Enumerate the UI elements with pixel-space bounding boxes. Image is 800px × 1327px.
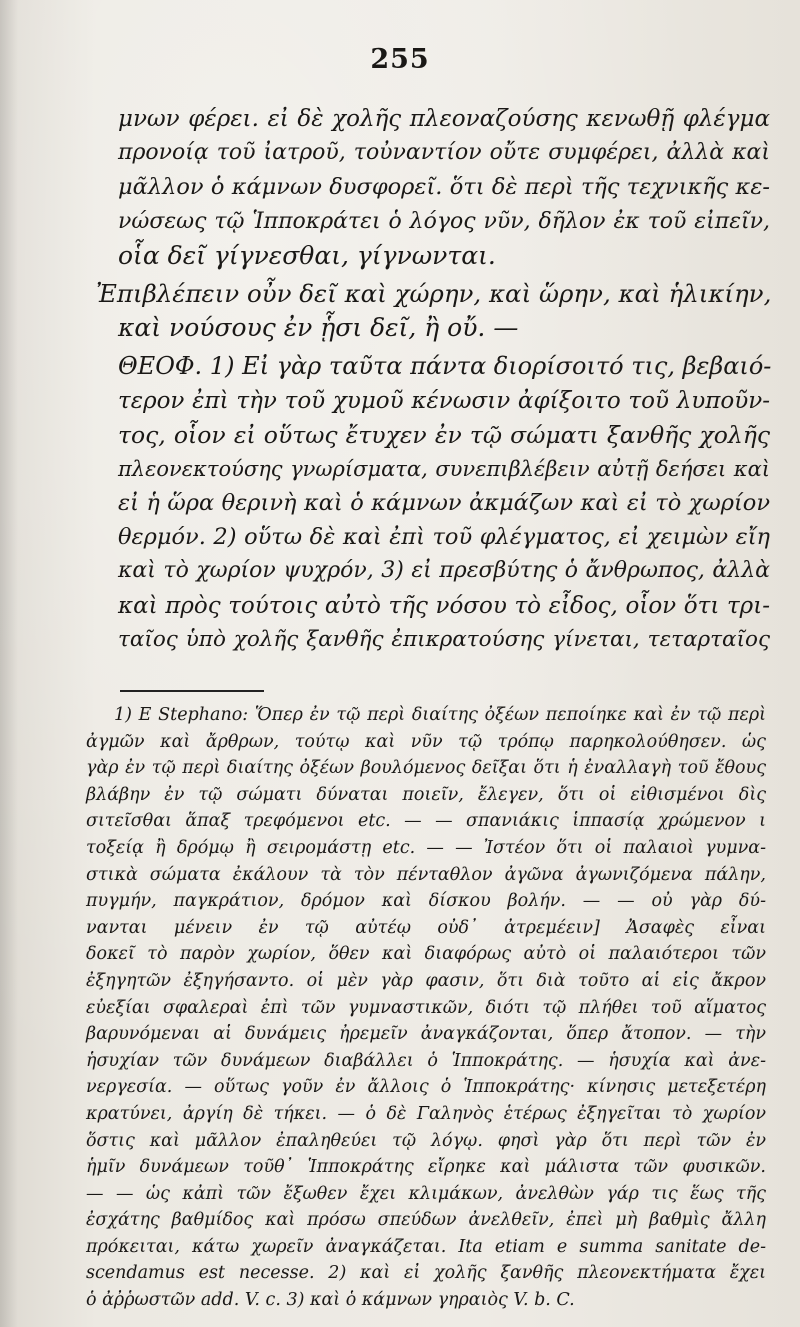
footnote-line: scendamus est necesse. 2) καὶ εἰ χολῆς ξανθῆς πλεονεκτήματα ἔχει [86, 1263, 766, 1284]
main-line: μᾶλλον ὁ κάμνων δυσφορεῖ. ὅτι δὲ περὶ τῆς τεχνικῆς κε- [118, 174, 770, 201]
footnote-line: ὁ ἀῤῥωστῶν add. V. c. 3) καὶ ὁ κάμνων γηραιὸς V. b. C. [86, 1290, 575, 1311]
footnote-line: νανται μένειν ἐν τῷ αὐτέῳ οὐδ᾽ ἀτρεμέειν] Ἀσαφὲς εἶναι [86, 917, 766, 938]
footnote-line: ἀγμῶν καὶ ἄρθρων, τούτῳ καὶ νῦν τῷ τρόπῳ παρηκολούθησεν. ὡς [86, 731, 766, 752]
commentary-line: εἰ ἡ ὥρα θερινὴ καὶ ὁ κάμνων ἀκμάζων καὶ εἰ τὸ χωρίον [118, 490, 770, 517]
commentary-line: καὶ πρὸς τούτοις αὐτὸ τῆς νόσου τὸ εἶδος, οἷον ὅτι τρι- [118, 592, 770, 619]
commentary-line: ταῖος ὑπὸ χολῆς ξανθῆς ἐπικρατούσης γίνεται, τεταρταῖος [118, 626, 770, 652]
main-line: μνων φέρει. εἰ δὲ χολῆς πλεοναζούσης κενωθῇ φλέγμα [118, 106, 770, 132]
main-line: νώσεως τῷ Ἱπποκράτει ὁ λόγος νῦν, δῆλον ἐκ τοῦ εἰπεῖν, [118, 208, 770, 234]
footnote-line: πρόκειται, κάτω χωρεῖν ἀναγκάζεται. Ita etiam e summa sanitate de- [86, 1236, 766, 1257]
footnote-line: νεργεσία. — οὕτως γοῦν ἐν ἄλλοις ὁ Ἱπποκράτης· κίνησις μετεξετέρη [86, 1077, 766, 1098]
commentary-line: τος, οἷον εἰ οὕτως ἔτυχεν ἐν τῷ σώματι ξανθῆς χολῆς [118, 420, 770, 449]
footnote-line: βλάβην ἐν τῷ σώματι δύναται ποιεῖν, ἔλεγεν, ὅτι οἱ εἰθισμένοι δὶς [86, 784, 766, 805]
footnotes-block [86, 690, 766, 1314]
page-edge-shadow [0, 0, 18, 1327]
commentary-line: πλεονεκτούσης γνωρίσματα, συνεπιβλέβειν αὐτῇ δεήσει καὶ [118, 456, 770, 481]
footnote-line: ὅστις καὶ μᾶλλον ἐπαληθεύει τῷ λόγῳ. φησὶ γὰρ ὅτι περὶ τῶν ἐν [86, 1130, 766, 1151]
footnote-line: εὐεξίαι σφαλεραὶ ἐπὶ τῶν γυμναστικῶν, διότι τῷ πλήθει τοῦ αἵματος [86, 997, 766, 1018]
footnote-line: — — ὡς κἀπὶ τῶν ἔξωθεν ἔχει κλιμάκων, ἀνελθὼν γάρ τις ἕως τῆς [86, 1183, 766, 1204]
main-text-block [96, 102, 772, 657]
footnote-line: τοξείᾳ ἢ δρόμῳ ἢ σειρομάστῃ etc. — — Ἰστέον ὅτι οἱ παλαιοὶ γυμνα- [86, 837, 766, 858]
main-line: οἷα δεῖ γίγνεσθαι, γίγνωνται. [118, 240, 496, 270]
footnote-line: κρατύνει, ἀργίη δὲ τήκει. — ὁ δὲ Γαληνὸς ἑτέρως ἐξηγεῖται τὸ χωρίον [86, 1103, 766, 1124]
commentary-line: θερμόν. 2) οὕτω δὲ καὶ ἐπὶ τοῦ φλέγματος, εἰ χειμὼν εἴη [118, 524, 770, 551]
footnote-line: βαρυνόμεναι αἱ δυνάμεις ἠρεμεῖν ἀναγκάζονται, ὅπερ ἄτοπον. — τὴν [86, 1024, 766, 1045]
footnote-line: ἐξηγητῶν ἐξηγήσαντο. οἱ μὲν γὰρ φασιν, ὅτι διὰ τοῦτο αἱ εἰς ἄκρον [86, 970, 766, 991]
footnote-line: ἡμῖν δυνάμεων τοῦθ᾽ Ἱπποκράτης εἴρηκε καὶ μάλιστα τῶν φυσικῶν. [86, 1157, 766, 1178]
footnote-line: 1) E Stephano: Ὅπερ ἐν τῷ περὶ διαίτης ὀξέων πεποίηκε καὶ ἐν τῷ περὶ [114, 705, 766, 725]
commentary-line: τερον ἐπὶ τὴν τοῦ χυμοῦ κένωσιν ἀφίξοιτο τοῦ λυποῦν- [118, 387, 770, 414]
footnote-line: σιτεῖσθαι ἅπαξ τρεφόμενοι etc. — — σπανιάκις ἱππασίᾳ χρώμενον ι [86, 811, 766, 832]
aphorism-line: Ἐπιβλέπειν οὖν δεῖ καὶ χώρην, καὶ ὥρην, καὶ ἡλικίην, [96, 278, 772, 308]
footnote-line: ἐσχάτης βαθμίδος καὶ πρόσω σπεύδων ἀνελθεῖν, ἐπεὶ μὴ βαθμὶς ἄλλη [86, 1210, 766, 1231]
main-line: προνοίᾳ τοῦ ἰατροῦ, τοὐναντίον οὔτε συμφέρει, ἀλλὰ καὶ [118, 140, 770, 166]
footnote-line: γὰρ ἐν τῷ περὶ διαίτης ὀξέων βουλόμενος δεῖξαι ὅτι ἡ ἐναλλαγὴ τοῦ ἔθους [86, 758, 766, 779]
aphorism-line: καὶ νούσους ἐν ᾗσι δεῖ, ἢ οὔ. — [118, 313, 519, 343]
commentary-line: ΘΕΟΦ. 1) Εἰ γὰρ ταῦτα πάντα διορίσοιτό τις, βεβαιό- [118, 352, 772, 381]
footnote-line: στικὰ σώματα ἐκάλουν τὰ τὸν πένταθλον ἀγῶνα ἀγωνιζόμενα πάλην, [86, 864, 766, 885]
page-number: 255 [370, 44, 430, 75]
footnote-line: ἡσυχίαν τῶν δυνάμεων διαβάλλει ὁ Ἱπποκράτης. — ἡσυχία καὶ ἀνε- [86, 1050, 766, 1071]
footnote-line: πυγμήν, παγκράτιον, δρόμον καὶ δίσκου βολήν. — — οὐ γὰρ δύ- [86, 891, 766, 912]
commentary-line: καὶ τὸ χωρίον ψυχρόν, 3) εἰ πρεσβύτης ὁ ἄνθρωπος, ἀλλὰ [118, 558, 770, 584]
footnote-line: δοκεῖ τὸ παρὸν χωρίον, ὅθεν καὶ διαφόρως αὐτὸ οἱ παλαιότεροι τῶν [86, 944, 766, 965]
